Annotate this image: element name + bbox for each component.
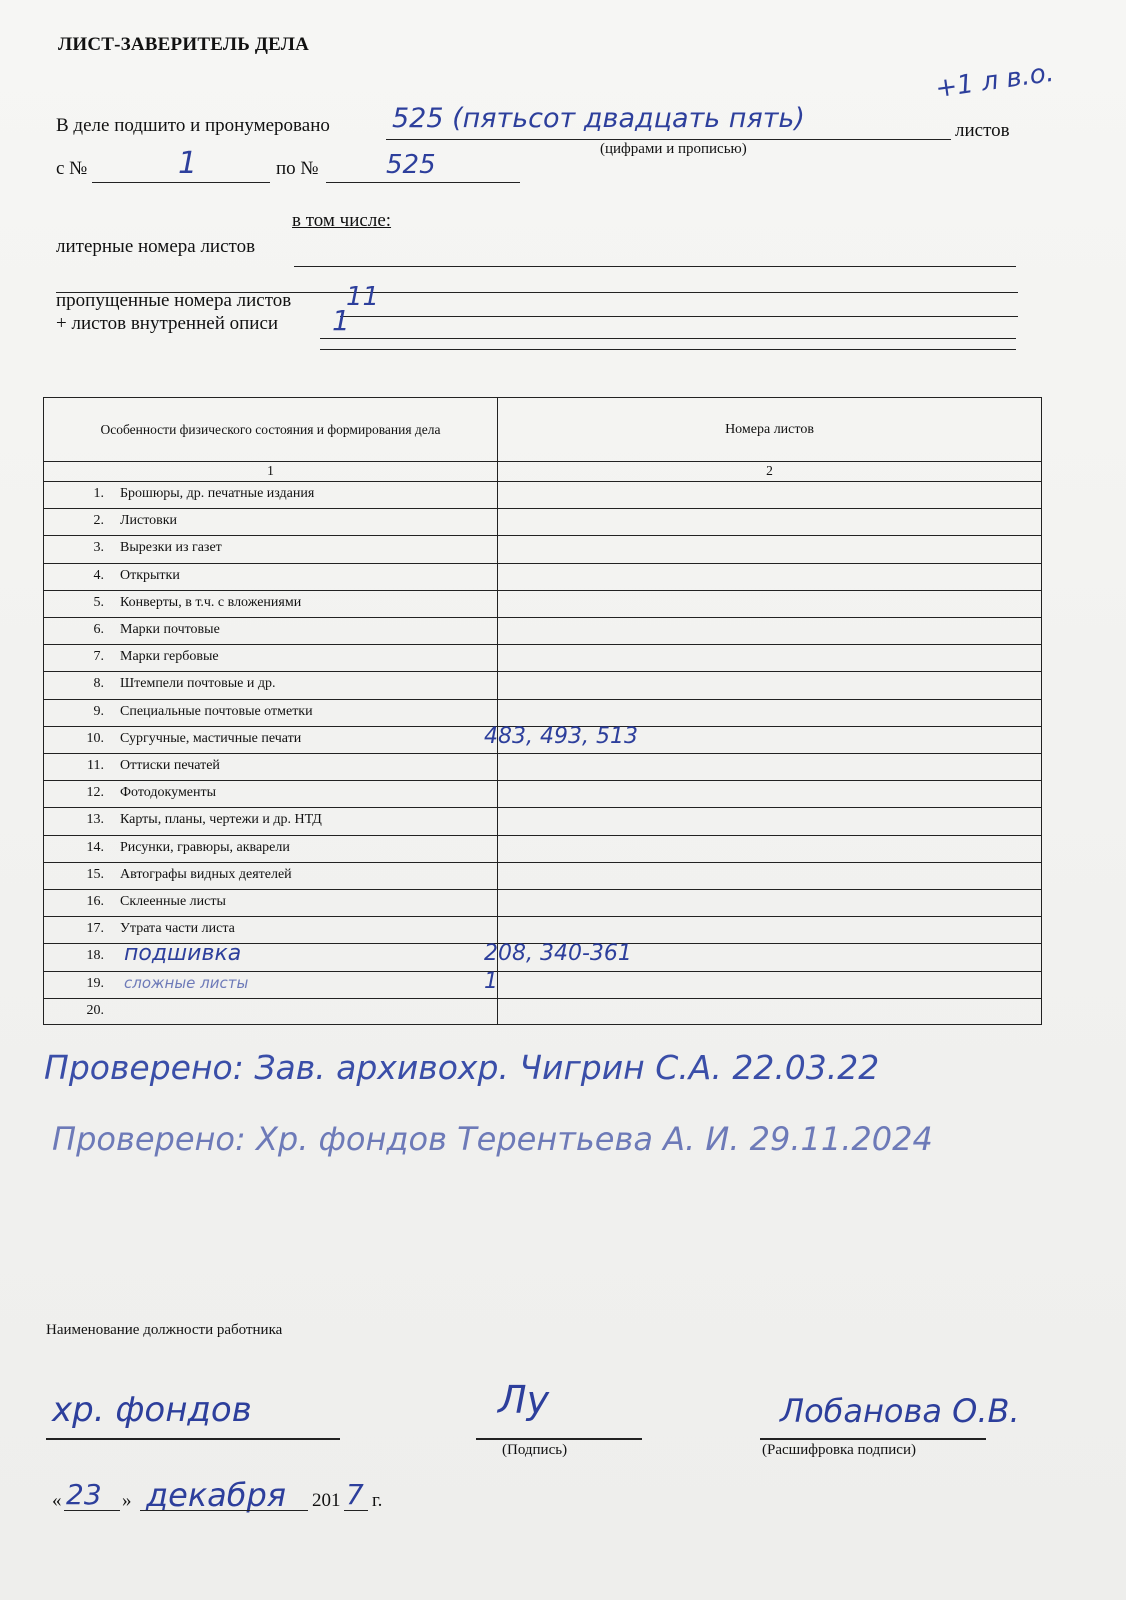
- table-row-line: [44, 916, 1041, 917]
- skipped-underline: [340, 316, 1018, 317]
- document-title: ЛИСТ-ЗАВЕРИТЕЛЬ ДЕЛА: [58, 34, 310, 55]
- date-close-quote: »: [122, 1490, 132, 1511]
- date-year-prefix: 201: [312, 1490, 341, 1511]
- table-row-label: Листовки: [120, 513, 178, 529]
- table-row-label: Марки гербовые: [120, 649, 219, 665]
- internal-value: 1: [332, 304, 350, 337]
- position-label: Наименование должности работника: [46, 1322, 283, 1338]
- table-row-number: 8.: [93, 676, 104, 692]
- table-row-number: 19.: [86, 975, 104, 991]
- table-col1-number: 1: [267, 463, 274, 478]
- intro-hint: (цифрами и прописью): [600, 141, 747, 157]
- table-row-number: 16.: [86, 894, 104, 909]
- table-row-number: 9.: [93, 703, 104, 719]
- intro-underline: [386, 139, 951, 140]
- letter-numbers-underline: [294, 266, 1016, 267]
- range-to-value: 525: [386, 150, 436, 180]
- table-row-number: 11.: [87, 758, 104, 773]
- intro-suffix: листов: [955, 120, 1010, 141]
- table-row-number: 1.: [93, 486, 104, 501]
- table-row-line: [44, 671, 1041, 672]
- table-row-number: 20.: [86, 1002, 104, 1018]
- table-row-number: 7.: [93, 649, 104, 665]
- decode-line: [760, 1438, 986, 1440]
- table-row-label: Склеенные листы: [120, 894, 226, 909]
- table-row-number: 17.: [86, 921, 104, 937]
- intro-prefix: В деле подшито и пронумеровано: [56, 115, 330, 136]
- table-row-number: 4.: [93, 567, 104, 583]
- table-row-line: [44, 508, 1041, 509]
- table-row-label: Открытки: [120, 567, 180, 583]
- signature-hint: (Подпись): [502, 1442, 568, 1458]
- range-from-value: 1: [178, 146, 198, 181]
- table-row-label: Сургучные, мастичные печати: [120, 730, 302, 746]
- table-col2-number: 2: [766, 463, 773, 478]
- date-year-underline: [344, 1510, 368, 1511]
- table-row-number: 15.: [86, 866, 104, 882]
- table-header-right: Номера листов: [725, 421, 814, 437]
- date-day: 23: [66, 1478, 102, 1511]
- position-value: хр. фондов: [52, 1390, 252, 1430]
- verification-note-1: Проверено: Зав. архивохр. Чигрин С.А. 22.03.22: [44, 1048, 880, 1087]
- date-g: г.: [372, 1490, 383, 1511]
- table-row-line: [44, 535, 1041, 536]
- date-day-underline: [64, 1510, 120, 1511]
- table-row-label: Фотодокументы: [120, 785, 217, 801]
- table-row-number: 5.: [93, 594, 104, 610]
- table-row-label: Карты, планы, чертежи и др. НТД: [120, 812, 322, 828]
- table-row-line: [44, 563, 1041, 564]
- table-row-label: Марки почтовые: [120, 622, 220, 637]
- decode-hint: (Расшифровка подписи): [762, 1442, 916, 1458]
- decode-value: Лобанова О.В.: [780, 1392, 1020, 1430]
- table-row-line: [44, 889, 1041, 890]
- table-row-line: [44, 753, 1041, 754]
- table-row-number: 10.: [86, 730, 104, 746]
- letter-numbers-label: литерные номера листов: [56, 236, 256, 257]
- verification-note-2: Проверено: Хр. фондов Терентьева А. И. 29.11.2024: [52, 1120, 933, 1158]
- position-line: [46, 1438, 340, 1440]
- table-row-label: Специальные почтовые отметки: [120, 703, 313, 719]
- table-row-line: [44, 835, 1041, 836]
- table-row-number: 12.: [86, 785, 104, 801]
- signature-mark: Лу: [498, 1378, 550, 1422]
- table-row-number: 14.: [86, 839, 104, 855]
- skipped-value: 11: [346, 282, 380, 312]
- signature-line: [476, 1438, 642, 1440]
- range-to-label: по №: [276, 158, 319, 179]
- table-row-label: сложные листы: [124, 973, 249, 992]
- table-row-value: 483, 493, 513: [484, 723, 638, 749]
- table-header-left: Особенности физического состояния и формирования дела: [100, 421, 441, 437]
- table-row-line: [44, 862, 1041, 863]
- date-month-underline: [140, 1510, 308, 1511]
- table-row-line: [44, 481, 1041, 482]
- table-row-number: 13.: [86, 812, 104, 828]
- table-row-label: Вырезки из газет: [120, 540, 222, 556]
- table-row-number: 18.: [86, 948, 104, 964]
- internal-underline: [320, 338, 1016, 339]
- range-from-label: с №: [56, 158, 88, 179]
- table-row-label: Оттиски печатей: [120, 758, 220, 773]
- table-row-number: 2.: [93, 513, 104, 529]
- table-row-label: Конверты, в т.ч. с вложениями: [120, 594, 302, 610]
- table-row-number: 3.: [93, 540, 104, 556]
- table-row-line: [44, 998, 1041, 999]
- including-heading: в том числе:: [292, 210, 392, 231]
- table-row-line: [44, 807, 1041, 808]
- table-row-label: Штемпели почтовые и др.: [120, 676, 276, 692]
- table-row-line: [44, 617, 1041, 618]
- date-open-quote: «: [52, 1490, 62, 1511]
- table-row-label: Автографы видных деятелей: [120, 866, 292, 882]
- table-row-line: [44, 644, 1041, 645]
- table-column-divider: [497, 398, 498, 1024]
- table-row-label: Рисунки, гравюры, акварели: [120, 839, 290, 855]
- table-row-line: [44, 971, 1041, 972]
- table-row-line: [44, 590, 1041, 591]
- internal-underline-2: [320, 349, 1016, 350]
- intro-count-handwritten: 525 (пятьсот двадцать пять): [392, 103, 805, 134]
- table-row-label: Брошюры, др. печатные издания: [120, 486, 315, 501]
- table-row-number: 6.: [93, 622, 104, 637]
- intro-annotation: +1 л в.о.: [933, 57, 1056, 105]
- range-from-underline: [92, 182, 270, 183]
- date-month: декабря: [146, 1476, 287, 1514]
- table-row-value: 1: [484, 968, 498, 994]
- date-year-suffix: 7: [346, 1478, 364, 1511]
- table-row-line: [44, 780, 1041, 781]
- range-to-underline: [326, 182, 520, 183]
- table-row-value: 208, 340-361: [484, 941, 632, 967]
- internal-label: + листов внутренней описи: [56, 313, 279, 334]
- skipped-label: пропущенные номера листов: [56, 290, 292, 311]
- table-row-label: подшивка: [124, 941, 242, 967]
- table-row-label: Утрата части листа: [120, 921, 235, 937]
- table-row-line: [44, 699, 1041, 700]
- condition-table: [43, 397, 1042, 1025]
